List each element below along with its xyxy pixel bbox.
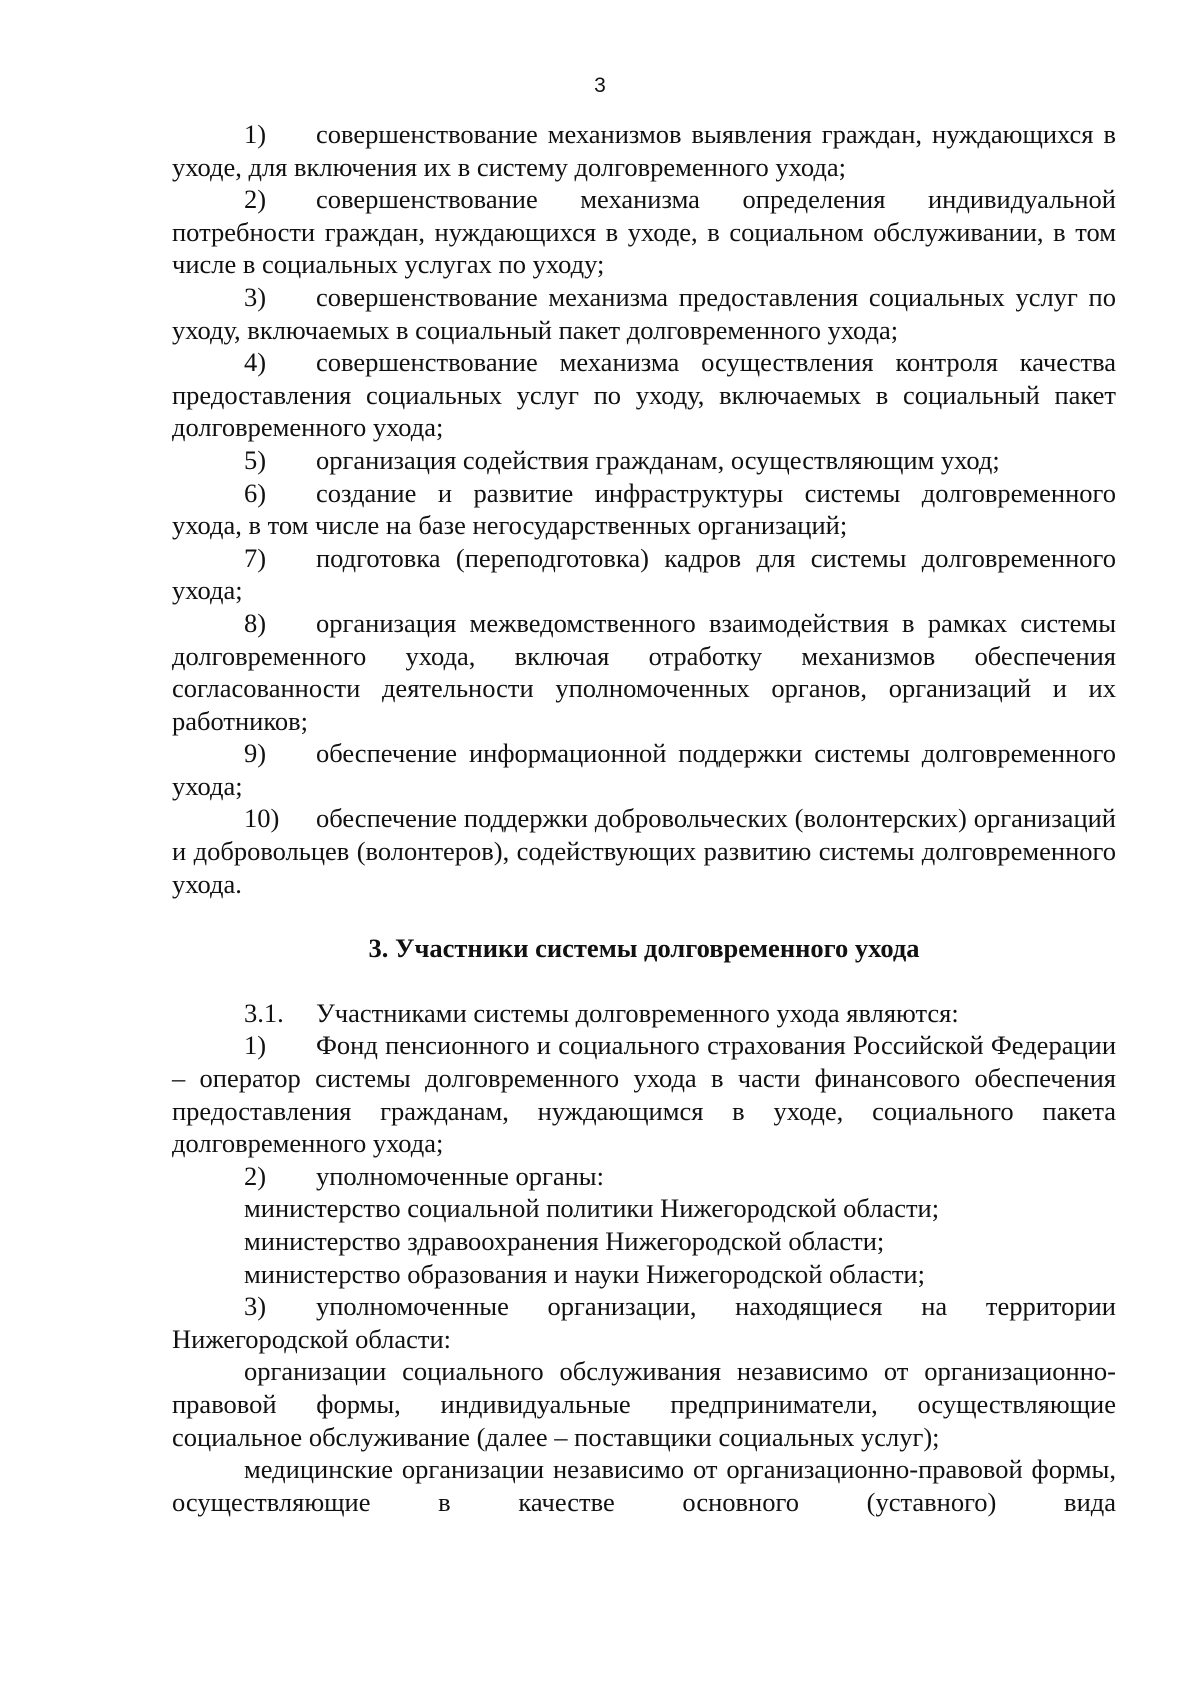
- section-title: 3. Участники системы долговременного ухода: [368, 933, 920, 964]
- list-item: [172, 281, 1116, 346]
- item-text: уполномоченные организации, находящиеся на территории Нижегородской области:: [172, 1291, 1116, 1354]
- clause: [172, 997, 1116, 1030]
- item-number: 3): [244, 281, 267, 312]
- ministry-item: министерство социальной политики Нижегородской области;: [244, 1193, 940, 1224]
- item-number: 2): [244, 1160, 267, 1191]
- list-item: [172, 1290, 1116, 1355]
- list-item: [172, 542, 1116, 607]
- org-paragraph: организации социального обслуживания независимо от организационно-правовой формы, индивидуальные предприниматели, осуществляющие социальное обслуживание (далее – поставщики социальных услуг);: [172, 1356, 1116, 1452]
- item-number: 8): [244, 607, 267, 638]
- item-number: 2): [244, 184, 267, 215]
- item-text: создание и развитие инфраструктуры системы долговременного ухода, в том числе на базе негосударственных организаций;: [172, 477, 1116, 541]
- ministry-item: министерство образования и науки Нижегородской области;: [244, 1258, 925, 1289]
- item-text: Фонд пенсионного и социального страхования Российской Федерации – оператор системы долговременного ухода в части финансового обеспечения предоставления гражданам, нуждающимся в уходе, социального пакета долговременного ухода;: [172, 1030, 1116, 1159]
- item-text: организация межведомственного взаимодействия в рамках системы долговременного ухода, включая отработку механизмов обеспечения согласованности деятельности уполномоченных органов, организаций и их работников;: [172, 607, 1116, 736]
- item-text: организация содействия гражданам, осуществляющим уход;: [316, 444, 1000, 475]
- item-text: совершенствование механизма предоставления социальных услуг по уходу, включаемых в социальный пакет долговременного ухода;: [172, 281, 1116, 345]
- item-number: 3): [244, 1291, 267, 1322]
- item-text: совершенствование механизма осуществления контроля качества предоставления социальных услуг по уходу, включаемых в социальный пакет долговременного ухода;: [172, 347, 1116, 443]
- spacer: [172, 965, 1116, 997]
- item-number: 6): [244, 477, 267, 508]
- item-text: обеспечение информационной поддержки системы долговременного ухода;: [172, 738, 1116, 801]
- list-item: [172, 802, 1116, 900]
- document-body: [172, 118, 1116, 1518]
- list-item: [172, 183, 1116, 281]
- list-item: [172, 737, 1116, 802]
- goals-list: [172, 118, 1116, 900]
- item-text: совершенствование механизма определения индивидуальной потребности граждан, нуждающихся в уходе, в социальном обслуживании, в том числе в социальных услугах по уходу;: [172, 184, 1116, 280]
- participants-section: [172, 997, 1116, 1519]
- item-number: 5): [244, 444, 267, 475]
- item-text: обеспечение поддержки добровольческих (волонтерских) организаций и добровольцев (волонтеров), содействующих развитию системы долговременного ухода.: [172, 803, 1116, 899]
- item-text: совершенствование механизмов выявления граждан, нуждающихся в уходе, для включения их в систему долговременного ухода;: [172, 119, 1116, 182]
- page-number: 3: [594, 74, 606, 97]
- org-paragraph: медицинские организации независимо от организационно-правовой формы, осуществляющие в качестве основного (уставного) вида: [172, 1454, 1116, 1517]
- item-number: 1): [244, 1030, 267, 1061]
- item-number: 4): [244, 347, 267, 378]
- item-text: подготовка (переподготовка) кадров для системы долговременного ухода;: [172, 542, 1116, 606]
- list-item: [172, 1029, 1116, 1159]
- item-number: 1): [244, 119, 267, 149]
- spacer: [172, 900, 1116, 932]
- list-item: [172, 607, 1116, 737]
- list-item: [172, 1160, 1116, 1193]
- list-item: [172, 346, 1116, 444]
- ministry-item: министерство здравоохранения Нижегородской области;: [244, 1226, 885, 1256]
- item-number: 7): [244, 542, 267, 573]
- item-number: 10): [244, 803, 280, 834]
- list-item: [172, 118, 1116, 183]
- list-item: [172, 444, 1116, 477]
- list-item: [172, 477, 1116, 542]
- item-text: уполномоченные органы:: [316, 1160, 604, 1191]
- clause-number: 3.1.: [244, 997, 284, 1028]
- item-number: 9): [244, 738, 267, 769]
- clause-text: Участниками системы долговременного ухода являются:: [316, 997, 959, 1028]
